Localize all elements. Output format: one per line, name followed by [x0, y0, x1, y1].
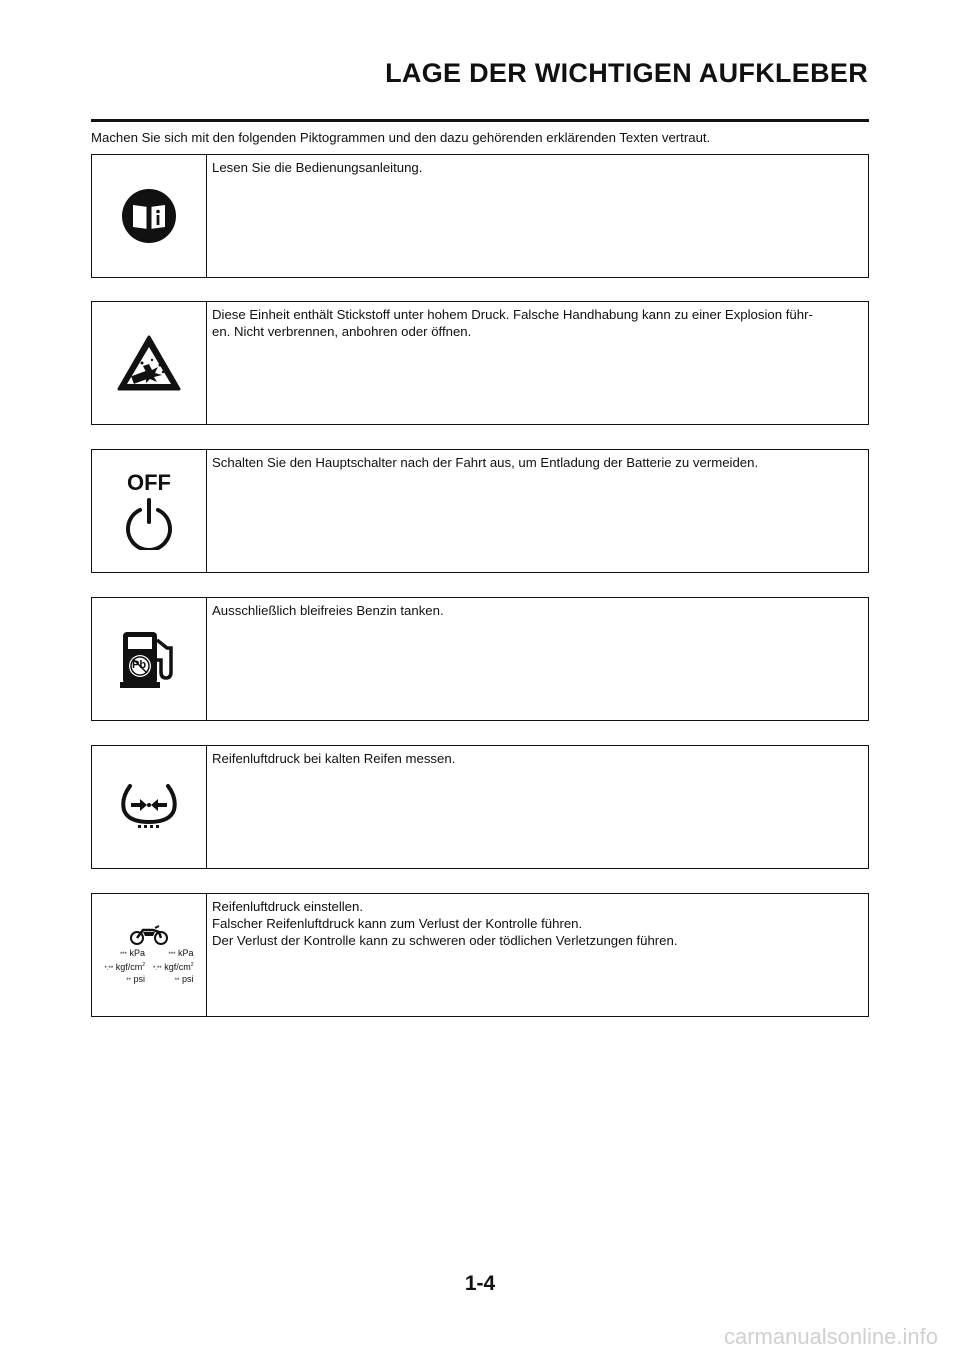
label-line: Schalten Sie den Hauptschalter nach der Fahrt aus, um Entladung der Batterie zu vermeiden. — [212, 455, 759, 470]
label-box-cold-tire — [91, 745, 869, 869]
label-line: en. Nicht verbrennen, anbohren oder öffnen. — [212, 324, 472, 339]
label-box-power-off — [91, 449, 869, 573]
label-text — [212, 750, 862, 767]
icon-cell — [92, 302, 207, 424]
label-box-unleaded-fuel — [91, 597, 869, 721]
icon-cell — [92, 598, 207, 720]
motorcycle-icon — [129, 924, 169, 946]
label-line: Ausschließlich bleifreies Benzin tanken. — [212, 603, 444, 618]
cold-tire-pressure-icon — [118, 782, 180, 832]
manual-book-icon — [121, 188, 177, 244]
unleaded-fuel-icon — [117, 628, 181, 690]
label-text — [212, 602, 862, 619]
label-text — [212, 159, 862, 176]
label-line: Falscher Reifenluftdruck kann zum Verlust der Kontrolle führen. — [212, 916, 583, 931]
pb-label: Pb — [132, 659, 147, 671]
page-title: LAGE DER WICHTIGEN AUFKLEBER — [385, 58, 868, 88]
label-box-tire-pressure — [91, 893, 869, 1017]
icon-cell — [92, 155, 207, 277]
title-rule — [91, 119, 869, 122]
pressure-table — [105, 948, 194, 986]
label-line: Diese Einheit enthält Stickstoff unter hohem Druck. Falsche Handhabung kann zu einer Explosion führ- — [212, 307, 813, 322]
icon-cell — [92, 894, 207, 1016]
watermark: carmanualsonline.info — [723, 1324, 938, 1349]
off-label: OFF — [127, 470, 171, 495]
explosion-warning-icon — [116, 334, 182, 392]
label-box-manual — [91, 154, 869, 278]
label-line: Reifenluftdruck einstellen. — [212, 899, 364, 914]
label-text — [212, 306, 862, 340]
label-text — [212, 898, 862, 949]
label-line: Der Verlust der Kontrolle kann zu schweren oder tödlichen Verletzungen führen. — [212, 933, 678, 948]
icon-cell — [92, 746, 207, 868]
pressure-column-rear: *** kPa *.** kgf/$cm^2$ ** psi — [153, 948, 194, 984]
label-line: Lesen Sie die Bedienungsanleitung. — [212, 160, 423, 175]
power-symbol-icon — [121, 494, 177, 550]
tire-pressure-values-icon — [105, 924, 194, 986]
label-line: Reifenluftdruck bei kalten Reifen messen. — [212, 751, 456, 766]
icon-cell — [92, 450, 207, 572]
intro-text: Machen Sie sich mit den folgenden Piktogrammen und den dazu gehörenden erklärenden Texten vertraut. — [91, 130, 711, 145]
label-text — [212, 454, 862, 471]
page-number: 1-4 — [464, 1272, 496, 1295]
power-off-icon — [121, 472, 177, 550]
label-box-explosion — [91, 301, 869, 425]
pressure-column-front: *** kPa *.** kgf/$cm^2$ ** psi — [104, 948, 145, 984]
